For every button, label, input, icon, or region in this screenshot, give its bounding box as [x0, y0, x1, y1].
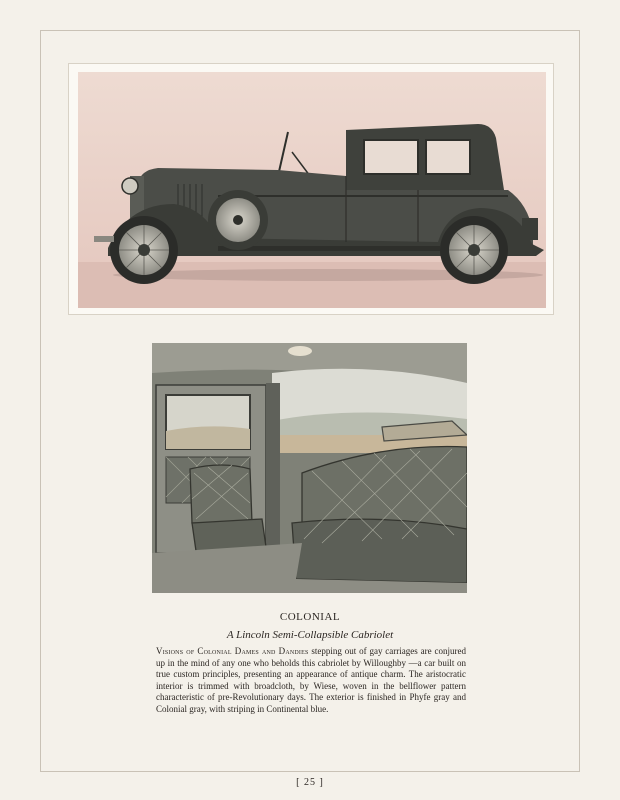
- rear-wheel: [440, 216, 508, 284]
- exterior-illustration-plate: [68, 63, 554, 315]
- caption-body-text: stepping out of gay carriages are conjured up in the mind of any one who beholds this cabriolet by Willoughby —a car built on true custom principles, presenting an appearance of antique charm. The aristocratic interior is trimmed with broadcloth, by Wiese, woven in the bellflower pattern characteristic of pre-Revolutionary days. The exterior is finished in Phyfe gray and Colonial gray, with striping in Continental blue.: [156, 646, 466, 714]
- front-wheel: [110, 216, 178, 284]
- caption-body-lead: Visions of Colonial Dames and Dandies: [156, 646, 309, 656]
- car-interior-illustration: [152, 343, 467, 593]
- caption-body: [156, 646, 466, 716]
- caption-title: COLONIAL: [279, 611, 341, 623]
- page-number: [ 25 ]: [296, 777, 324, 788]
- car-exterior-illustration: [78, 72, 546, 308]
- caption-subtitle: A Lincoln Semi-Collapsible Cabriolet: [226, 629, 394, 641]
